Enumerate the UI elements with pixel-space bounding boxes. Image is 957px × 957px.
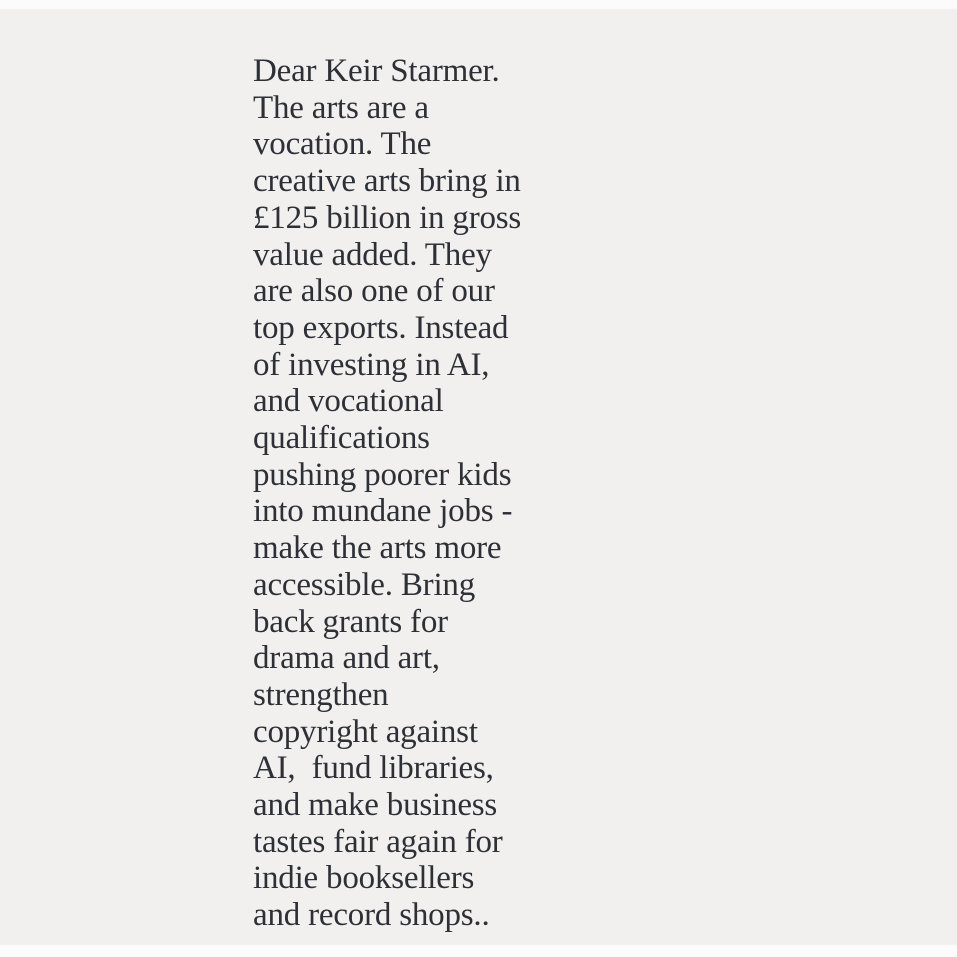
text-line: top exports. Instead [253, 309, 509, 346]
text-line: qualifications [253, 420, 430, 457]
text-line: drama and art, [253, 640, 440, 677]
top-letterbox-band [0, 0, 957, 9]
text-line: and vocational [253, 383, 444, 420]
text-line: and record shops.. [253, 897, 490, 934]
text-line: pushing poorer kids [253, 456, 512, 493]
post-text-block [253, 53, 813, 934]
bottom-letterbox-band [0, 945, 957, 957]
text-line: and make business [253, 787, 498, 824]
text-line: into mundane jobs - [253, 493, 513, 530]
text-line: tastes fair again for [253, 823, 503, 860]
text-line: strengthen [253, 676, 389, 713]
text-line: Dear Keir Starmer. [253, 53, 500, 89]
text-line: £125 billion in gross [253, 199, 522, 236]
text-line: accessible. Bring [253, 566, 476, 603]
text-line: value added. They [253, 236, 492, 273]
text-line: The arts are a [253, 89, 429, 126]
text-line: indie booksellers [253, 860, 475, 897]
text-line: vocation. The [253, 126, 432, 163]
text-line: AI, fund libraries, [253, 750, 494, 787]
text-line: copyright against [253, 713, 478, 750]
text-line: creative arts bring in [253, 163, 521, 200]
text-line: make the arts more [253, 530, 502, 567]
text-line: of investing in AI, [253, 346, 490, 383]
text-line: are also one of our [253, 273, 495, 310]
text-line: back grants for [253, 603, 448, 640]
